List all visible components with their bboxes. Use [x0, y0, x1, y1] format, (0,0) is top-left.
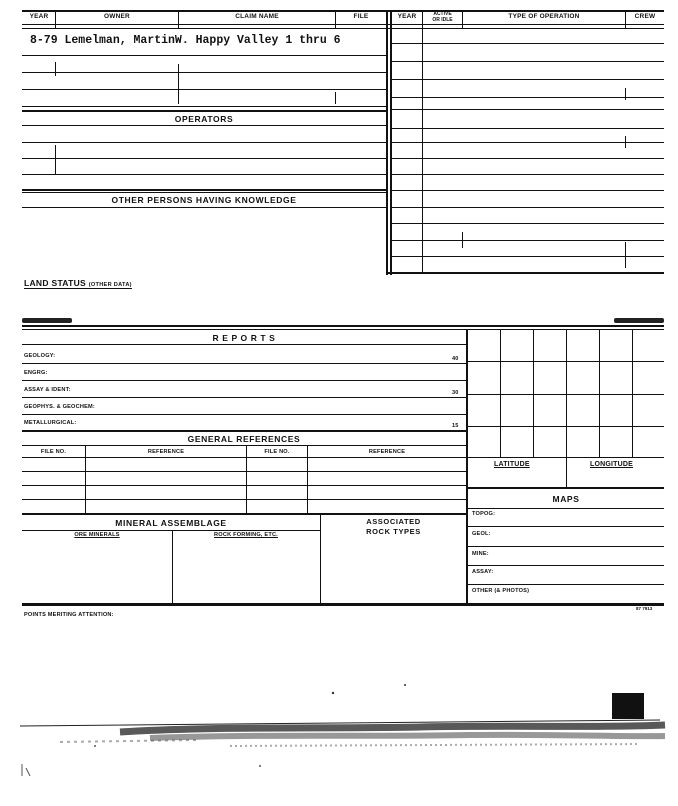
- punch-mark-right: [614, 318, 664, 323]
- general-references-title: GENERAL REFERENCES: [187, 434, 301, 444]
- header-claim-name: CLAIM NAME: [235, 13, 279, 20]
- other-persons-title: OTHER PERSONS HAVING KNOWLEDGE: [111, 195, 297, 205]
- maps-mine: MINE:: [472, 551, 489, 557]
- associated-label: ASSOCIATED: [366, 517, 421, 526]
- header-crew: CREW: [634, 13, 656, 20]
- header-file: FILE: [353, 13, 369, 20]
- header-owner: OWNER: [104, 13, 130, 20]
- header-year: YEAR: [29, 13, 49, 20]
- ore-minerals-label: ORE MINERALS: [74, 532, 120, 538]
- latitude-label: LATITUDE: [494, 461, 530, 468]
- report-geology-label: GEOLOGY:: [24, 353, 56, 359]
- maps-title: MAPS: [552, 494, 580, 504]
- mineral-assemblage-title: MINERAL ASSEMBLAGE: [115, 518, 227, 528]
- land-status-sub: (OTHER DATA): [88, 282, 132, 288]
- gr-header-reference-1: REFERENCE: [147, 449, 185, 455]
- header-active: ACTIVE: [433, 11, 452, 17]
- header-year-2: YEAR: [397, 13, 417, 20]
- form-number: 87 7913: [636, 606, 653, 611]
- maps-geol: GEOL:: [472, 531, 491, 537]
- gr-header-reference-2: REFERENCE: [368, 449, 406, 455]
- report-assay-num: 30: [452, 390, 459, 396]
- header-or-idle: OR IDLE: [432, 17, 453, 23]
- land-status-label: LAND STATUS: [24, 278, 87, 288]
- maps-other: OTHER (& PHOTOS): [472, 588, 530, 594]
- report-engrg-label: ENGRG:: [24, 370, 48, 376]
- maps-assay: ASSAY:: [472, 569, 494, 575]
- owner-entry: 8-79 Lemelman, MartinW. Happy Valley 1 thru 6: [30, 34, 341, 47]
- operators-title: OPERATORS: [174, 114, 234, 124]
- rock-types-label: ROCK TYPES: [366, 527, 421, 536]
- maps-topog: TOPOG:: [472, 511, 496, 517]
- report-assay-label: ASSAY & IDENT:: [24, 387, 71, 393]
- report-geophys-label: GEOPHYS. & GEOCHEM:: [24, 404, 95, 410]
- report-metallurgical-num: 15: [452, 423, 459, 429]
- report-geology-num: 40: [452, 356, 459, 362]
- header-type-of-operation: TYPE OF OPERATION: [508, 13, 580, 20]
- scan-noise: [0, 680, 678, 806]
- gr-header-file-no-2: FILE NO.: [264, 449, 290, 455]
- longitude-label: LONGITUDE: [590, 461, 634, 468]
- gr-header-file-no-1: FILE NO.: [40, 449, 67, 455]
- rock-forming-label: ROCK FORMING, ETC.: [214, 532, 278, 538]
- scan-block: [612, 693, 644, 719]
- reports-title: R E P O R T S: [212, 333, 276, 343]
- punch-mark-left: [22, 318, 72, 323]
- points-meriting-attention: POINTS MERITING ATTENTION:: [24, 612, 114, 618]
- report-metallurgical-label: METALLURGICAL:: [24, 420, 77, 426]
